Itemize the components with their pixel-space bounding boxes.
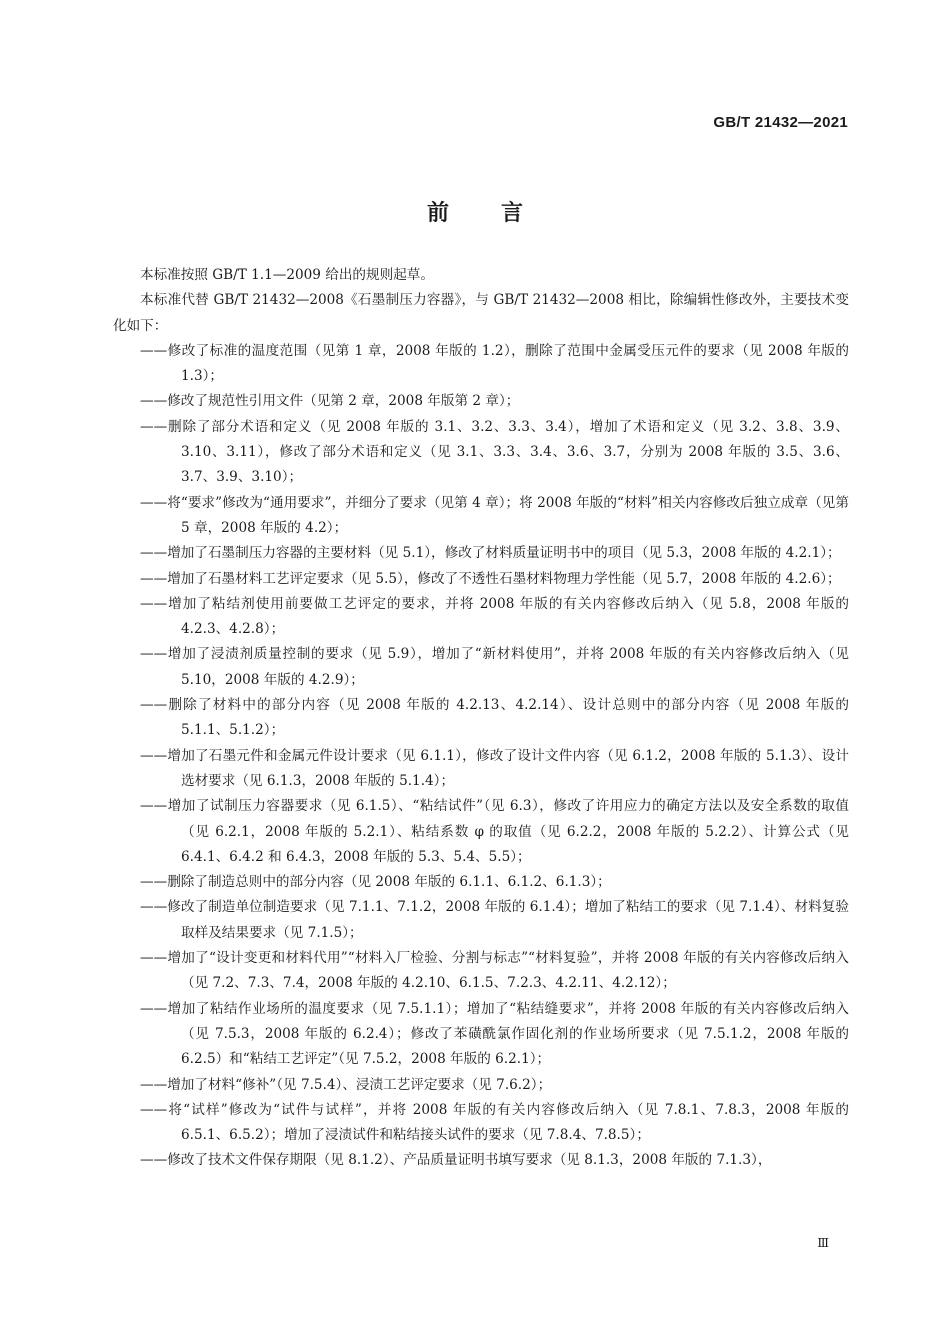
- change-item: ——增加了浸渍剂质量控制的要求（见 5.9），增加了“新材料使用”，并将 2008 年版的有关内容修改后纳入（见 5.10，2008 年版的 4.2.9）；: [140, 646, 849, 688]
- change-item: ——修改了规范性引用文件（见第 2 章，2008 年版第 2 章）；: [140, 393, 520, 410]
- change-item: ——将“试样”修改为“试件与试样”，并将 2008 年版的有关内容修改后纳入（见 7.8.1、7.8.3，2008 年版的 6.5.1、6.5.2）；增加了浸渍试件和粘结接头试件的要求（见 7.8.4、7.8.5）；: [140, 1101, 849, 1144]
- change-item: ——增加了石墨制压力容器的主要材料（见 5.1），修改了材料质量证明书中的项目（见 5.3，2008 年版的 4.2.1）；: [140, 545, 841, 562]
- intro-paragraph: 本标准按照 GB/T 1.1—2009 给出的规则起草。: [140, 267, 434, 283]
- change-item: ——将“要求”修改为“通用要求”，并细分了要求（见第 4 章）；将 2008 年版的“材料”相关内容修改后独立成章（见第 5 章，2008 年版的 4.2）；: [140, 494, 849, 536]
- foreword-body: [113, 263, 849, 1174]
- change-item: ——删除了制造总则中的部分内容（见 2008 年版的 6.1.1、6.1.2、6.1.3）；: [140, 874, 611, 891]
- change-item: ——删除了材料中的部分内容（见 2008 年版的 4.2.13、4.2.14）、设计总则中的部分内容（见 2008 年版的 5.1.1、5.1.2）；: [140, 697, 849, 739]
- page-number: Ⅲ: [817, 1236, 828, 1250]
- page-title: 前言: [426, 201, 575, 226]
- change-item: ——增加了粘结剂使用前要做工艺评定的要求，并将 2008 年版的有关内容修改后纳入（见 5.8，2008 年版的 4.2.3、4.2.8）；: [140, 595, 849, 638]
- change-item: ——修改了标准的温度范围（见第 1 章，2008 年版的 1.2），删除了范围中金属受压元件的要求（见 2008 年版的 1.3）；: [140, 342, 849, 385]
- change-item: ——增加了粘结作业场所的温度要求（见 7.5.1.1）；增加了“粘结缝要求”，并将 2008 年版的有关内容修改后纳入（见 7.5.3，2008 年版的 6.2.4）；修改了苯磺酰氯作固化剂的作业场所要求（见 7.5.1.2，2008 年版的 6.2.5）和“粘结工艺评定”（见 7.5.2，2008 年版的 6.2.1）；: [140, 1000, 849, 1068]
- change-item: ——增加了石墨元件和金属元件设计要求（见 6.1.1），修改了设计文件内容（见 6.1.2，2008 年版的 5.1.3）、设计选材要求（见 6.1.3，2008 年版的 5.1.4）；: [140, 747, 849, 789]
- intro-paragraph: 本标准代替 GB/T 21432—2008《石墨制压力容器》，与 GB/T 21432—2008 相比，除编辑性修改外，主要技术变化如下：: [113, 292, 849, 334]
- change-item: ——增加了“设计变更和材料代用”“材料入厂检验、分割与标志”“材料复验”，并将 2008 年版的有关内容修改后纳入（见 7.2、7.3、7.4，2008 年版的 4.2.10、6.1.5、7.2.3、4.2.11、4.2.12）；: [140, 950, 849, 992]
- change-item: ——增加了试制压力容器要求（见 6.1.5）、“粘结试件”（见 6.3），修改了许用应力的确定方法以及安全系数的取值（见 6.2.1，2008 年版的 5.2.1）、粘结系数 φ 的取值（见 6.2.2，2008 年版的 5.2.2）、计算公式（见 6.4.1、6.4.2 和 6.4.3，2008 年版的 5.3、5.4、5.5）；: [140, 798, 849, 865]
- standard-number: GB/T 21432—2021: [713, 114, 848, 131]
- change-item: ——修改了制造单位制造要求（见 7.1.1、7.1.2，2008 年版的 6.1.4）；增加了粘结工的要求（见 7.1.4）、材料复验取样及结果要求（见 7.1.5）；: [140, 899, 849, 941]
- change-item: ——增加了材料“修补”（见 7.5.4）、浸渍工艺评定要求（见 7.6.2）；: [140, 1076, 552, 1093]
- change-item: ——删除了部分术语和定义（见 2008 年版的 3.1、3.2、3.3、3.4），增加了术语和定义（见 3.2、3.8、3.9、3.10、3.11），修改了部分术语和定义（见 3.1、3.3、3.4、3.6、3.7，分别为 2008 年版的 3.5、3.6、3.7、3.9、3.10）；: [140, 418, 849, 486]
- change-item: ——修改了技术文件保存期限（见 8.1.2）、产品质量证明书填写要求（见 8.1.3，2008 年版的 7.1.3），: [140, 1152, 772, 1169]
- change-item: ——增加了石墨材料工艺评定要求（见 5.5），修改了不透性石墨材料物理力学性能（见 5.7，2008 年版的 4.2.6）；: [140, 570, 841, 587]
